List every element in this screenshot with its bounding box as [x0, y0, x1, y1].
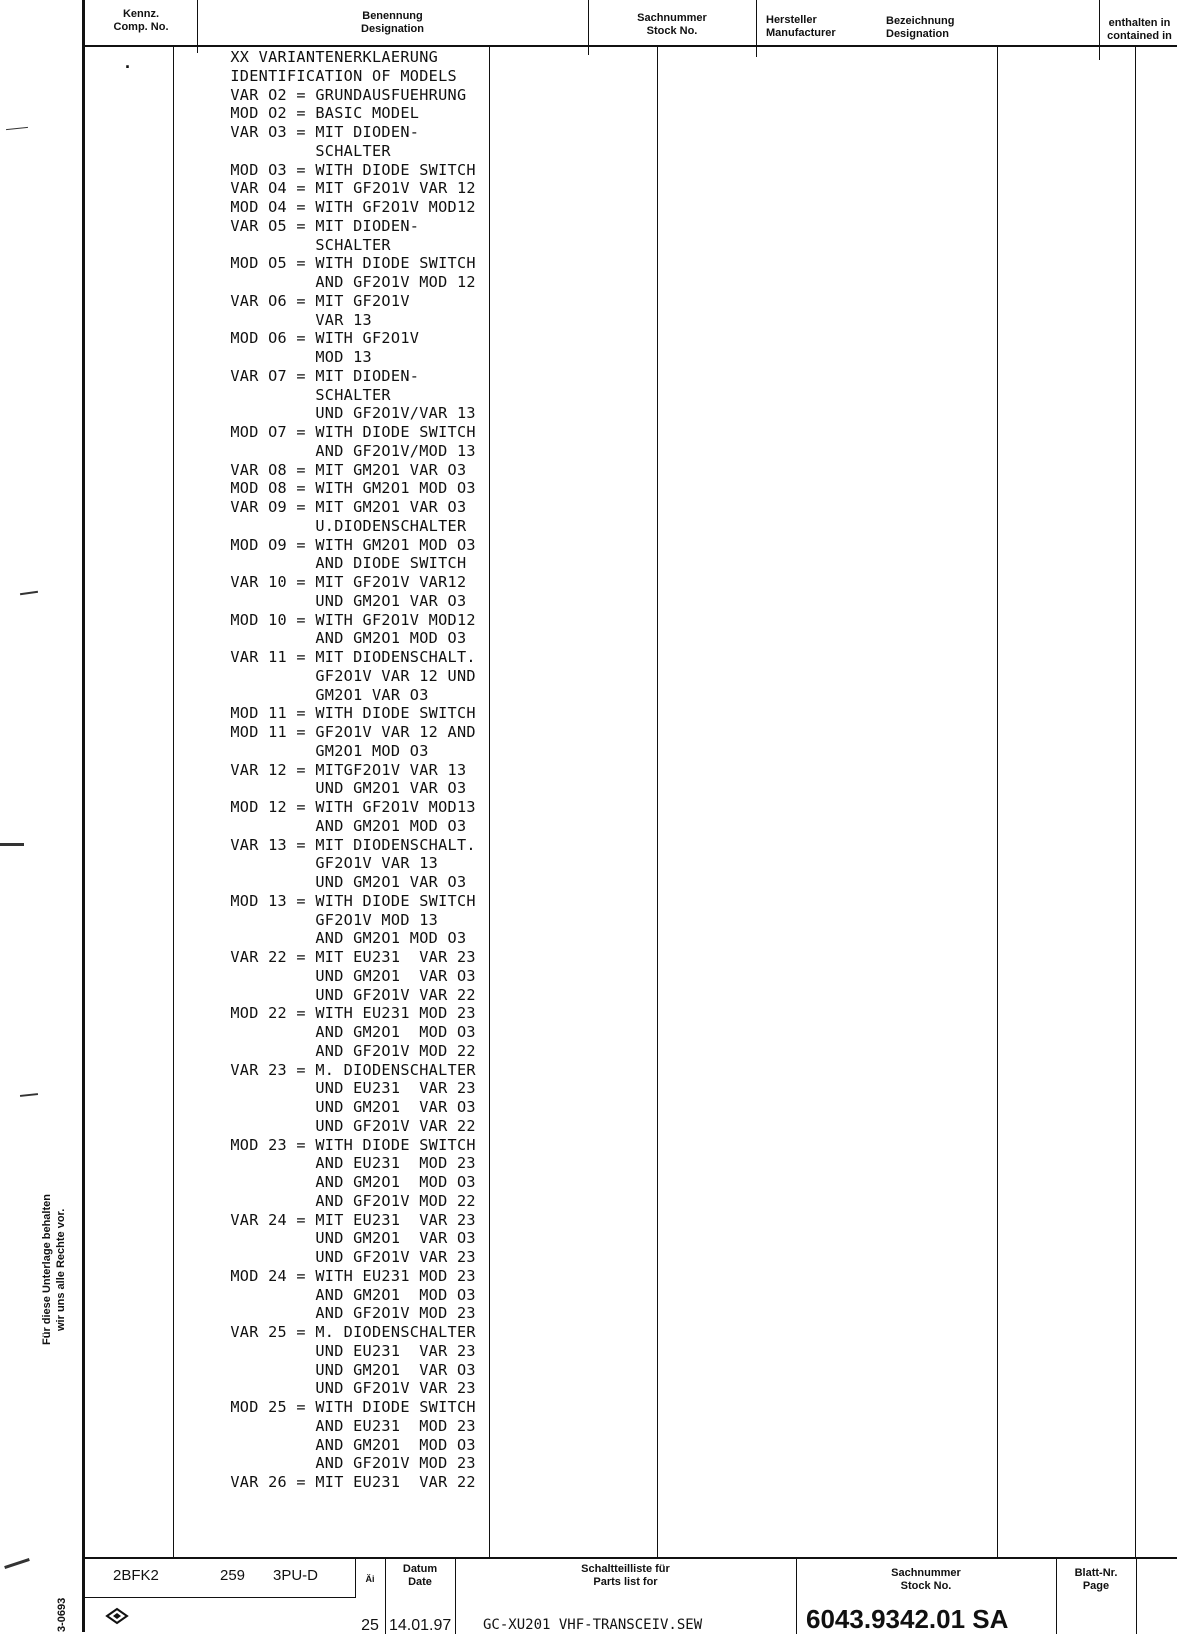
- header-comp-no: [85, 0, 198, 53]
- designation-line: AND GF2O1V MOD 22: [202, 1041, 476, 1060]
- header-kennz: Kennz.: [122, 8, 160, 20]
- column-divider: [657, 45, 658, 1557]
- designation-line: MOD O4 = WITH GF2O1V MOD12: [202, 198, 476, 216]
- header-hersteller: Hersteller: [766, 14, 817, 26]
- designation-line: AND GF2O1V/MOD 13: [202, 441, 476, 460]
- designation-line: MOD 25 = WITH DIODE SWITCH: [202, 1398, 476, 1416]
- rights-note-line1: Für diese Unterlage behalten: [41, 1194, 53, 1345]
- designation-line: MOD 22 = WITH EU231 MOD 23: [202, 1004, 476, 1023]
- header-benennung: Benennung: [362, 10, 423, 22]
- footer-parts-list-label: Parts list for: [593, 1576, 658, 1588]
- designation-line: MOD O5 = WITH DIODE SWITCH: [202, 254, 476, 273]
- designation-line: MOD 13 = WITH DIODE SWITCH: [202, 891, 476, 910]
- designation-line: SCHALTER: [202, 235, 391, 254]
- header-comp-no-label: Comp. No.: [113, 21, 169, 33]
- header-enthalten-in: enthalten in: [1108, 17, 1171, 29]
- parts-list-sheet: [82, 0, 1177, 1632]
- designation-line: UND GM2O1 VAR O3: [202, 591, 467, 610]
- column-divider: [997, 45, 998, 1557]
- designation-line: VAR 10 = MIT GF2O1V VAR12: [202, 573, 467, 591]
- designation-line: UND GF2O1V VAR 23: [202, 1379, 476, 1398]
- margin-mark: [0, 843, 24, 846]
- header-designation2-label: Designation: [886, 28, 949, 40]
- designation-line: GF2O1V VAR 12 UND: [202, 666, 476, 685]
- designation-line: VAR 25 = M. DIODENSCHALTER: [202, 1323, 476, 1341]
- designation-line: UND GF2O1V VAR 22: [202, 985, 476, 1004]
- designation-line: UND GF2O1V/VAR 13: [202, 404, 476, 423]
- designation-line: MOD O9 = WITH GM2O1 MOD O3: [202, 535, 476, 554]
- designation-line: AND DIODE SWITCH: [202, 554, 467, 573]
- footer-stock-no-label: Stock No.: [900, 1580, 952, 1592]
- column-divider: [1135, 45, 1136, 1557]
- designation-line: MOD 10 = WITH GF2O1V MOD12: [202, 610, 476, 629]
- designation-line: UND GM2O1 VAR O3: [202, 779, 467, 798]
- designation-line: MOD 24 = WITH EU231 MOD 23: [202, 1266, 476, 1285]
- designation-line: AND GM2O1 MOD O3: [202, 1023, 476, 1041]
- margin-mark: [4, 1558, 30, 1569]
- header-stock-no-label: Stock No.: [646, 25, 698, 37]
- designation-line: UND GM2O1 VAR O3: [202, 1360, 476, 1379]
- designation-line: AND GF2O1V MOD 12: [202, 273, 476, 291]
- designation-line: VAR 11 = MIT DIODENSCHALT.: [202, 648, 476, 666]
- footer-page-label: Page: [1082, 1580, 1110, 1592]
- designation-line: AND GM2O1 MOD O3: [202, 629, 467, 648]
- designation-line: VAR 23 = M. DIODENSCHALTER: [202, 1060, 476, 1079]
- header-sachnummer: Sachnummer: [637, 12, 707, 24]
- designation-line: UND GF2O1V VAR 22: [202, 1116, 476, 1135]
- designation-line: VAR O9 = MIT GM2O1 VAR O3: [202, 498, 467, 516]
- footer-ai-label: Äi: [365, 1574, 375, 1584]
- designation-line: AND GF2O1V MOD 23: [202, 1304, 476, 1323]
- designation-line: AND EU231 MOD 23: [202, 1416, 476, 1435]
- designation-line: GF2O1V MOD 13: [202, 910, 439, 929]
- footer-code-3: 3PU-D: [273, 1567, 319, 1584]
- designation-line: AND GF2O1V MOD 23: [202, 1454, 476, 1473]
- margin-mark: [20, 1093, 38, 1097]
- designation-line: GF2O1V VAR 13: [202, 854, 439, 873]
- footer-schaltteilliste: Schaltteilliste für: [581, 1563, 670, 1575]
- footer-parts-list-for: [455, 1559, 797, 1634]
- designation-line: SCHALTER: [202, 385, 391, 404]
- footer-datum: Datum: [402, 1563, 438, 1575]
- designation-line: AND GM2O1 MOD O3: [202, 1285, 476, 1304]
- designation-line: VAR 22 = MIT EU231 VAR 23: [202, 948, 476, 966]
- footer-ai-value: 25: [361, 1617, 379, 1634]
- form-code: 3-0693: [56, 1597, 68, 1632]
- designation-line: MOD 11 = GF2O1V VAR 12 AND: [202, 723, 476, 741]
- header-bezeichnung: [886, 0, 1100, 60]
- designation-line: MOD 12 = WITH GF2O1V MOD13: [202, 798, 476, 816]
- header-designation: [197, 0, 589, 55]
- designation-line: UND GM2O1 VAR O3: [202, 966, 476, 985]
- designation-line: GM2O1 VAR O3: [202, 685, 429, 704]
- designation-line: UND GM2O1 VAR O3: [202, 873, 467, 891]
- designation-line: U.DIODENSCHALTER: [202, 516, 467, 535]
- title-block: [85, 1557, 1177, 1634]
- comp-no-mark: .: [125, 52, 131, 72]
- designation-line: UND GM2O1 VAR O3: [202, 1098, 476, 1116]
- designation-line: AND GM2O1 MOD O3: [202, 816, 467, 835]
- designation-line: AND GM2O1 MOD O3: [202, 929, 467, 948]
- designation-line: VAR O4 = MIT GF2O1V VAR 12: [202, 179, 476, 198]
- designation-line: AND GF2O1V MOD 22: [202, 1191, 476, 1210]
- designation-line: VAR O2 = GRUNDAUSFUEHRUNG: [202, 85, 467, 104]
- footer-codes: [85, 1559, 356, 1598]
- designation-line: VAR O3 = MIT DIODEN-: [202, 123, 420, 141]
- designation-line: MOD O8 = WITH GM2O1 MOD O3: [202, 479, 476, 498]
- header-manufacturer-label: Manufacturer: [766, 27, 836, 39]
- designation-line: AND GM2O1 MOD O3: [202, 1173, 476, 1191]
- designation-line: UND GM2O1 VAR O3: [202, 1229, 476, 1248]
- designation-text: [202, 48, 622, 1492]
- designation-line: MOD 11 = WITH DIODE SWITCH: [202, 704, 476, 723]
- designation-line: VAR 12 = MITGF2O1V VAR 13: [202, 760, 467, 779]
- designation-line: VAR O6 = MIT GF2O1V: [202, 291, 410, 310]
- designation-line: VAR 26 = MIT EU231 VAR 22: [202, 1473, 476, 1491]
- footer-code-1: 2BFK2: [113, 1567, 159, 1584]
- margin-mark: [20, 591, 38, 595]
- footer-code-2: 259: [220, 1567, 246, 1584]
- manufacturer-logo-icon: [105, 1607, 129, 1625]
- designation-line: UND GF2O1V VAR 23: [202, 1248, 476, 1266]
- table-header: [85, 0, 1177, 47]
- column-divider: [173, 45, 174, 1557]
- header-contained-in: [1099, 0, 1177, 62]
- designation-line: VAR O8 = MIT GM2O1 VAR O3: [202, 460, 467, 479]
- designation-line: XX VARIANTENERKLAERUNG: [202, 48, 439, 66]
- footer-sachnummer: Sachnummer: [891, 1567, 961, 1579]
- designation-line: IDENTIFICATION OF MODELS: [202, 66, 457, 85]
- designation-line: MOD O6 = WITH GF2O1V: [202, 329, 420, 348]
- footer-blatt-nr: Blatt-Nr.: [1074, 1567, 1118, 1579]
- footer-date-value: 14.01.97: [389, 1617, 452, 1634]
- header-contained-in-label: contained in: [1107, 30, 1172, 42]
- rights-note-line2: wir uns alle Rechte vor.: [55, 1208, 67, 1331]
- designation-line: MOD 13: [202, 348, 372, 366]
- header-manufacturer: [756, 0, 886, 59]
- designation-line: VAR O7 = MIT DIODEN-: [202, 366, 420, 385]
- designation-line: VAR O5 = MIT DIODEN-: [202, 216, 420, 235]
- designation-line: UND EU231 VAR 23: [202, 1341, 476, 1360]
- footer-date-label: Date: [408, 1576, 432, 1588]
- footer-ai: [355, 1559, 386, 1634]
- designation-line: MOD 23 = WITH DIODE SWITCH: [202, 1135, 476, 1154]
- designation-line: SCHALTER: [202, 141, 391, 160]
- designation-line: GM2O1 MOD O3: [202, 741, 429, 760]
- designation-line: MOD O7 = WITH DIODE SWITCH: [202, 423, 476, 441]
- designation-line: VAR 13 = MIT DIODENSCHALT.: [202, 835, 476, 854]
- footer-parts-list-value: GC-XU201 VHF-TRANSCEIV.SEW: [483, 1617, 703, 1633]
- designation-line: VAR 24 = MIT EU231 VAR 23: [202, 1210, 476, 1229]
- designation-line: AND GM2O1 MOD O3: [202, 1435, 476, 1454]
- footer-stock-no: [796, 1559, 1057, 1634]
- footer-stock-no-value: 6043.9342.01 SA: [806, 1604, 1009, 1634]
- header-bezeichnung-label: Bezeichnung: [886, 15, 955, 27]
- designation-line: VAR 13: [202, 310, 372, 329]
- designation-line: UND EU231 VAR 23: [202, 1079, 476, 1098]
- margin-mark: [6, 127, 28, 130]
- header-designation-label: Designation: [361, 23, 424, 35]
- designation-line: MOD O2 = BASIC MODEL: [202, 104, 420, 123]
- footer-date: [385, 1559, 456, 1634]
- designation-line: MOD O3 = WITH DIODE SWITCH: [202, 160, 476, 179]
- designation-line: AND EU231 MOD 23: [202, 1154, 476, 1173]
- footer-page: [1056, 1559, 1137, 1634]
